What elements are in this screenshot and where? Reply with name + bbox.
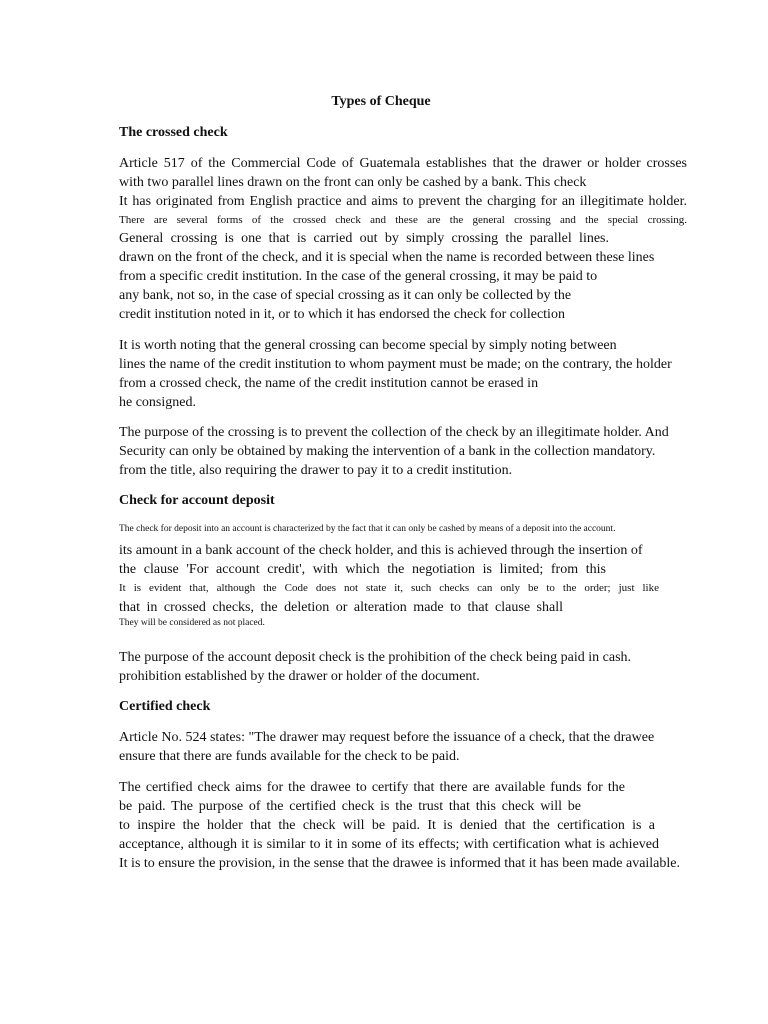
paragraph-line: ensure that there are funds available for the check to be paid. xyxy=(119,749,460,764)
paragraph-line: with two parallel lines drawn on the front can only be cashed by a bank. This check xyxy=(119,175,587,190)
paragraph-line: The purpose of the crossing is to prevent the collection of the check by an illegitimate holder. And xyxy=(119,425,669,440)
paragraph-line: lines the name of the credit institution to whom payment must be made; on the contrary, the holder xyxy=(119,357,672,372)
paragraph-line: Article No. 524 states: "The drawer may request before the issuance of a check, that the drawee xyxy=(119,730,655,745)
section-heading-crossed-check: The crossed check xyxy=(119,125,228,140)
paragraph-line: prohibition established by the drawer or holder of the document. xyxy=(119,669,480,684)
paragraph-line: Article 517 of the Commercial Code of Guatemala establishes that the drawer or holder crosses xyxy=(119,156,687,171)
paragraph-line: any bank, not so, in the case of special crossing as it can only be collected by the xyxy=(119,288,572,303)
paragraph-line: acceptance, although it is similar to it in some of its effects; with certification what is achieved xyxy=(119,837,659,852)
paragraph-line: The check for deposit into an account is characterized by the fact that it can only be cashed by means of a deposit into the account. xyxy=(119,524,616,534)
paragraph-line: The purpose of the account deposit check is the prohibition of the check being paid in cash. xyxy=(119,650,632,665)
section-heading-certified-check: Certified check xyxy=(119,699,211,714)
paragraph-line: to inspire the holder that the check will be paid. It is denied that the certification is a xyxy=(119,818,655,833)
section-heading-account-deposit: Check for account deposit xyxy=(119,493,275,508)
paragraph-line: from a specific credit institution. In the case of the general crossing, it may be paid to xyxy=(119,269,598,284)
paragraph-line: that in crossed checks, the deletion or alteration made to that clause shall xyxy=(119,600,563,615)
paragraph-line: The certified check aims for the drawee to certify that there are available funds for the xyxy=(119,780,625,795)
paragraph-line: from a crossed check, the name of the credit institution cannot be erased in xyxy=(119,376,539,391)
paragraph-line: its amount in a bank account of the check holder, and this is achieved through the insertion of xyxy=(119,543,643,558)
document-title: Types of Cheque xyxy=(331,94,431,109)
paragraph-line: from the title, also requiring the drawer to pay it to a credit institution. xyxy=(119,463,513,478)
paragraph-line: Security can only be obtained by making the intervention of a bank in the collection mandatory. xyxy=(119,444,656,459)
paragraph-line: It is worth noting that the general crossing can become special by simply noting between xyxy=(119,338,617,353)
paragraph-line: he consigned. xyxy=(119,395,196,410)
paragraph-line: be paid. The purpose of the certified check is the trust that this check will be xyxy=(119,799,581,814)
paragraph-line: It is to ensure the provision, in the sense that the drawee is informed that it has been made available. xyxy=(119,856,680,871)
paragraph-line: They will be considered as not placed. xyxy=(119,618,265,628)
paragraph-line: It has originated from English practice and aims to prevent the charging for an illegitimate holder. xyxy=(119,194,687,209)
paragraph-line: credit institution noted in it, or to which it has endorsed the check for collection xyxy=(119,307,565,322)
paragraph-line: It is evident that, although the Code does not state it, such checks can only be to the order; just like xyxy=(119,582,659,594)
paragraph-line: General crossing is one that is carried out by simply crossing the parallel lines. xyxy=(119,231,609,246)
paragraph-line: drawn on the front of the check, and it is special when the name is recorded between these lines xyxy=(119,250,655,265)
paragraph-line: There are several forms of the crossed check and these are the general crossing and the special crossing. xyxy=(119,214,687,226)
paragraph-line: the clause 'For account credit', with which the negotiation is limited; from this xyxy=(119,562,606,577)
